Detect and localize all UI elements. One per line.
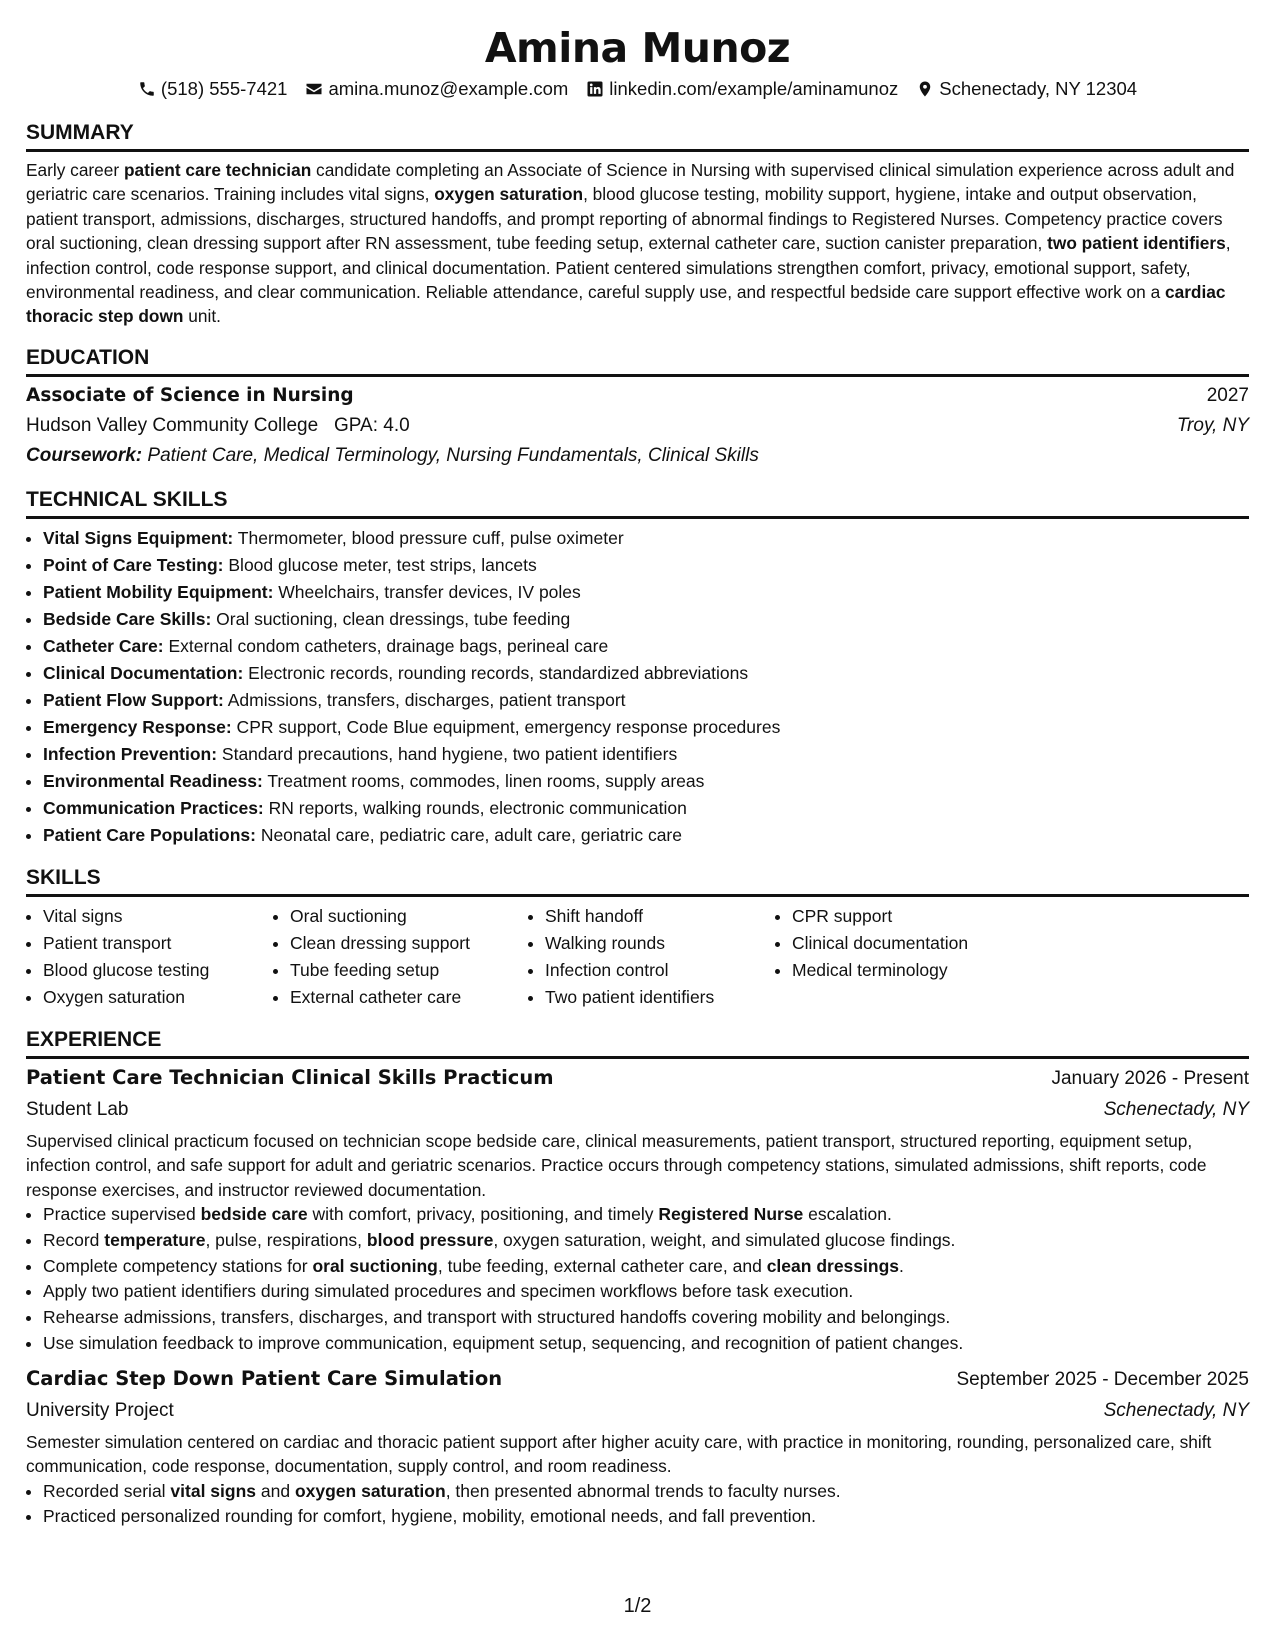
experience-entry	[26, 1363, 1249, 1530]
job-description: Supervised clinical practicum focused on technician scope bedside care, clinical measurements, patient transport, structured reporting, equipment setup, infection control, and safe support for adult and geriatric scenarios. Practice occurs through competency stations, simulated admissions, shift reports, code response exercises, and instructor reviewed documentation.	[26, 1130, 1207, 1200]
skill-item: • Oxygen saturation	[43, 984, 273, 1011]
technical-skill-label: Patient Flow Support:	[43, 689, 224, 710]
skills-column	[528, 903, 775, 1011]
technical-skill-text: Wheelchairs, transfer devices, IV poles	[273, 581, 581, 602]
candidate-name: Amina Munoz	[484, 24, 791, 72]
technical-skill-label: Infection Prevention:	[43, 743, 218, 764]
envelope-icon	[305, 80, 323, 98]
job-dates: September 2025 - December 2025	[956, 1368, 1249, 1390]
job-bullet	[43, 1202, 1249, 1228]
phone-icon	[138, 80, 156, 98]
technical-skill-label: Environmental Readiness:	[43, 770, 263, 791]
technical-skill-item	[43, 687, 1249, 714]
technical-skill-text: Thermometer, blood pressure cuff, pulse oximeter	[233, 527, 624, 548]
linkedin-icon	[586, 80, 604, 98]
contact-bar	[26, 76, 1249, 102]
summary-segment: , infection control, code response support, and clinical documentation. Patient centered simulations strengthen comfort, privacy, emotional support, safety, environmental readiness, and clear communication. Reliable attendance, careful supply use, and respectful bedside care support effective work on a	[26, 233, 1231, 303]
bullet-segment: Practiced personalized rounding for comfort, hygiene, mobility, emotional needs, and fall prevention.	[43, 1506, 817, 1527]
graduation-year: 2027	[1206, 384, 1249, 406]
location-text: Schenectady, NY 12304	[939, 78, 1138, 99]
technical-skill-label: Emergency Response:	[43, 716, 232, 737]
technical-skill-text: Admissions, transfers, discharges, patient transport	[223, 689, 626, 710]
skills-column	[273, 903, 528, 1011]
bullet-segment: , tube feeding, external catheter care, and	[437, 1255, 767, 1276]
job-bullet	[43, 1254, 1249, 1280]
skills-grid	[26, 903, 1249, 1011]
job-dates: January 2026 - Present	[1051, 1067, 1249, 1089]
section-title-summary: SUMMARY	[26, 120, 1249, 152]
summary-section	[26, 120, 1249, 329]
technical-skill-item	[43, 714, 1249, 741]
job-bullet	[43, 1331, 1249, 1357]
technical-skill-item	[43, 741, 1249, 768]
page-number: 1/2	[623, 1595, 652, 1617]
bullet-emphasis: vital signs	[170, 1480, 257, 1501]
job-bullet	[43, 1504, 1249, 1530]
technical-skill-item	[43, 525, 1249, 552]
coursework-label: Coursework:	[26, 444, 143, 466]
technical-skill-item	[43, 795, 1249, 822]
bullet-emphasis: Registered Nurse	[658, 1204, 804, 1225]
summary-segment: unit.	[183, 306, 221, 327]
technical-skill-label: Patient Care Populations:	[43, 824, 256, 845]
school-name: Hudson Valley Community College	[26, 414, 319, 436]
summary-segment: candidate completing an Associate of Science in Nursing with supervised clinical simulation experience across adult and geriatric care scenarios. Training includes vital signs,	[26, 160, 1235, 205]
technical-skill-label: Vital Signs Equipment:	[43, 527, 234, 548]
job-organization: University Project	[26, 1399, 174, 1421]
skill-item: • Walking rounds	[545, 930, 775, 957]
skill-item: • Shift handoff	[545, 903, 775, 930]
resume-page	[26, 20, 1249, 1630]
bullet-segment: with comfort, privacy, positioning, and timely	[307, 1204, 659, 1225]
technical-skill-text: RN reports, walking rounds, electronic communication	[263, 797, 687, 818]
map-pin-icon	[916, 80, 934, 98]
linkedin-text: linkedin.com/example/aminamunoz	[609, 78, 899, 99]
bullet-segment: and	[256, 1480, 295, 1501]
bullet-segment: , pulse, respirations,	[205, 1229, 367, 1250]
job-title: Patient Care Technician Clinical Skills Practicum	[26, 1065, 554, 1089]
email-text: amina.munoz@example.com	[328, 78, 569, 99]
technical-skill-item	[43, 660, 1249, 687]
bullet-emphasis: bedside care	[200, 1204, 308, 1225]
technical-skill-item	[43, 633, 1249, 660]
technical-skill-label: Communication Practices:	[43, 797, 264, 818]
technical-skill-label: Catheter Care:	[43, 635, 164, 656]
bullet-emphasis: clean dressings	[766, 1255, 899, 1276]
job-bullets	[26, 1202, 1249, 1357]
technical-skill-item	[43, 606, 1249, 633]
technical-skill-item	[43, 579, 1249, 606]
section-title-technical-skills: TECHNICAL SKILLS	[26, 487, 1249, 519]
skill-item: • Oral suctioning	[290, 903, 528, 930]
bullet-segment: Recorded serial	[43, 1480, 171, 1501]
job-bullet	[43, 1228, 1249, 1254]
skill-item: • Two patient identifiers	[545, 984, 775, 1011]
education-section	[26, 345, 1249, 471]
technical-skill-item	[43, 822, 1249, 849]
bullet-emphasis: oral suctioning	[312, 1255, 438, 1276]
technical-skill-text: Neonatal care, pediatric care, adult care, geriatric care	[255, 824, 682, 845]
technical-skill-text: CPR support, Code Blue equipment, emergency response procedures	[231, 716, 781, 737]
skill-item: • External catheter care	[290, 984, 528, 1011]
section-title-experience: EXPERIENCE	[26, 1027, 1249, 1059]
job-organization: Student Lab	[26, 1098, 129, 1120]
technical-skill-text: External condom catheters, drainage bags, perineal care	[163, 635, 609, 656]
skill-item: • Blood glucose testing	[43, 957, 273, 984]
phone-text: (518) 555-7421	[160, 78, 288, 99]
technical-skills-section	[26, 487, 1249, 849]
contact-email[interactable]	[305, 76, 568, 102]
skill-item: • Patient transport	[43, 930, 273, 957]
bullet-segment: Apply two patient identifiers during simulated procedures and specimen workflows before task execution.	[43, 1281, 854, 1302]
skills-column	[26, 903, 273, 1011]
school-location: Troy, NY	[1176, 414, 1249, 436]
technical-skill-text: Oral suctioning, clean dressings, tube feeding	[211, 608, 571, 629]
skills-column	[775, 903, 1022, 1011]
experience-section	[26, 1027, 1249, 1530]
skill-item: • Infection control	[545, 957, 775, 984]
skill-item: • Medical terminology	[792, 957, 1022, 984]
technical-skill-text: Electronic records, rounding records, standardized abbreviations	[243, 662, 749, 683]
bullet-segment: .	[899, 1255, 904, 1276]
technical-skill-text: Standard precautions, hand hygiene, two patient identifiers	[217, 743, 678, 764]
job-location: Schenectady, NY	[1103, 1098, 1249, 1120]
bullet-emphasis: temperature	[104, 1229, 206, 1250]
summary-emphasis: oxygen saturation	[434, 184, 584, 205]
skill-item: • CPR support	[792, 903, 1022, 930]
technical-skill-label: Patient Mobility Equipment:	[43, 581, 274, 602]
bullet-emphasis: blood pressure	[366, 1229, 494, 1250]
contact-location	[916, 76, 1137, 102]
technical-skill-text: Treatment rooms, commodes, linen rooms, supply areas	[262, 770, 705, 791]
technical-skill-item	[43, 768, 1249, 795]
summary-emphasis: two patient identifiers	[1047, 233, 1226, 254]
skill-item: • Tube feeding setup	[290, 957, 528, 984]
job-location: Schenectady, NY	[1103, 1399, 1249, 1421]
technical-skill-label: Clinical Documentation:	[43, 662, 244, 683]
experience-entry	[26, 1062, 1249, 1357]
bullet-emphasis: oxygen saturation	[294, 1480, 446, 1501]
bullet-segment: escalation.	[803, 1204, 892, 1225]
job-bullets	[26, 1479, 1249, 1531]
bullet-segment: Record	[43, 1229, 105, 1250]
summary-segment: , blood glucose testing, mobility support, hygiene, intake and output observation, patient transport, admissions, discharges, structured handoffs, and prompt reporting of abnormal findings to Registered Nurses. Competency practice covers oral suctioning, clean dressing support after RN assessment, tube feeding setup, external catheter care, suction canister preparation,	[26, 184, 1223, 254]
contact-phone[interactable]	[138, 76, 288, 102]
job-bullet	[43, 1479, 1249, 1505]
technical-skill-label: Point of Care Testing:	[43, 554, 224, 575]
bullet-segment: Use simulation feedback to improve communication, equipment setup, sequencing, and recognition of patient changes.	[43, 1333, 964, 1354]
job-bullet	[43, 1279, 1249, 1305]
skill-item: • Clean dressing support	[290, 930, 528, 957]
summary-segment: Early career	[26, 160, 124, 180]
bullet-segment: , then presented abnormal trends to faculty nurses.	[445, 1480, 841, 1501]
skill-item: • Clinical documentation	[792, 930, 1022, 957]
technical-skill-label: Bedside Care Skills:	[43, 608, 212, 629]
bullet-segment: , oxygen saturation, weight, and simulated glucose findings.	[493, 1229, 956, 1250]
bullet-segment: Rehearse admissions, transfers, discharges, and transport with structured handoffs covering mobility and belongings.	[43, 1307, 951, 1328]
experience-list	[26, 1062, 1249, 1530]
skills-section	[26, 865, 1249, 1011]
job-title: Cardiac Step Down Patient Care Simulation	[26, 1366, 503, 1390]
summary-emphasis: patient care technician	[123, 160, 312, 180]
technical-skills-list	[26, 525, 1249, 849]
technical-skill-item	[43, 552, 1249, 579]
gpa: GPA: 4.0	[334, 414, 410, 436]
degree-title: Associate of Science in Nursing	[26, 384, 354, 406]
summary-text	[26, 158, 1249, 329]
job-bullet	[43, 1305, 1249, 1331]
summary-emphasis: cardiac thoracic step down	[26, 282, 1226, 327]
section-title-education: EDUCATION	[26, 345, 1249, 377]
bullet-segment: Practice supervised	[43, 1204, 201, 1225]
coursework-list: Patient Care, Medical Terminology, Nursing Fundamentals, Clinical Skills	[147, 444, 759, 466]
skill-item: • Vital signs	[43, 903, 273, 930]
contact-linkedin[interactable]	[586, 76, 898, 102]
section-title-skills: SKILLS	[26, 865, 1249, 897]
coursework	[26, 441, 1249, 471]
bullet-segment: Complete competency stations for	[43, 1255, 313, 1276]
job-description: Semester simulation centered on cardiac and thoracic patient support after higher acuity care, with practice in monitoring, rounding, personalized care, shift communication, code response, documentation, supply control, and room readiness.	[26, 1431, 1212, 1477]
technical-skill-text: Blood glucose meter, test strips, lancets	[223, 554, 537, 575]
